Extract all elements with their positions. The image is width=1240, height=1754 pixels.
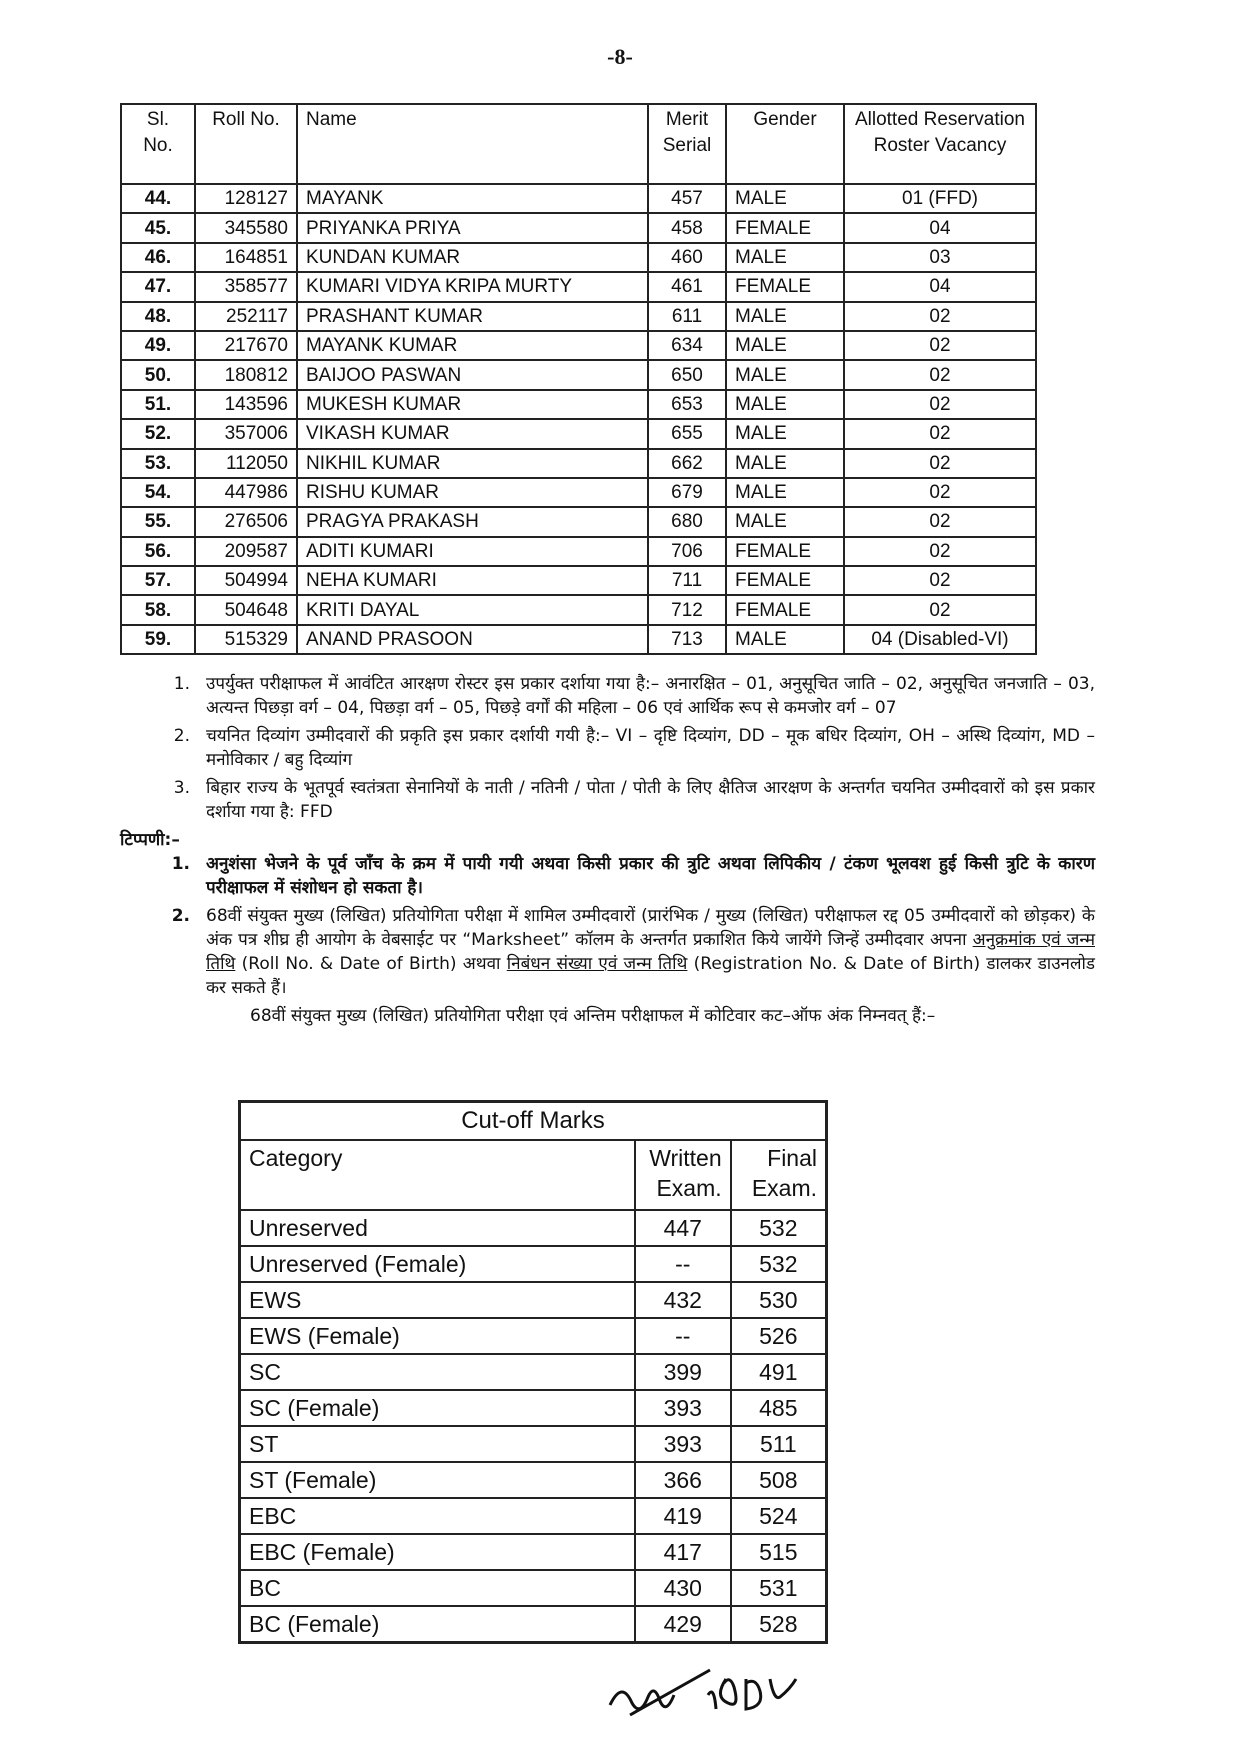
table-row bbox=[121, 478, 1036, 507]
note-text: चयनित दिव्यांग उम्मीदवारों की प्रकृति इस प्रकार दर्शायी गयी है:– VI – दृष्टि दिव्यांग, DD – मूक बधिर दिव्यांग, OH – अस्थि दिव्यांग, MD – मनोविकार / बहु दिव्यांग bbox=[206, 726, 1095, 770]
cell-gender: FEMALE bbox=[726, 213, 844, 242]
cutoff-cell-final: 528 bbox=[731, 1606, 827, 1643]
cutoff-cell-written: -- bbox=[635, 1318, 731, 1354]
cell-name: MUKESH KUMAR bbox=[297, 390, 648, 419]
cell-merit: 713 bbox=[648, 625, 726, 654]
cell-gender: MALE bbox=[726, 243, 844, 272]
cell-gender: FEMALE bbox=[726, 566, 844, 595]
cell-merit: 655 bbox=[648, 419, 726, 448]
cutoff-cell-final: 511 bbox=[731, 1426, 827, 1462]
note-number: 1. bbox=[173, 674, 190, 694]
header-merit: Merit Serial bbox=[648, 104, 726, 184]
remark-text: अनुशंसा भेजने के पूर्व जाँच के क्रम में पायी गयी अथवा किसी प्रकार की त्रुटि अथवा लिपिकीय / टंकण भूलवश हुई किसी त्रुटि के कारण परीक्षाफल में संशोधन हो सकता है। bbox=[206, 854, 1095, 898]
cell-name: ADITI KUMARI bbox=[297, 537, 648, 566]
roll-dob-underlined: अनुक्रमांक एवं जन्म तिथि bbox=[206, 930, 1095, 974]
remarks-heading: टिप्पणी:– bbox=[120, 830, 180, 850]
cell-roll: 358577 bbox=[195, 272, 297, 301]
table-row bbox=[121, 625, 1036, 654]
cutoff-row bbox=[240, 1318, 827, 1354]
cutoff-cell-final: 531 bbox=[731, 1570, 827, 1606]
cutoff-header-category: Category bbox=[240, 1140, 635, 1210]
cutoff-cell-category: SC (Female) bbox=[240, 1390, 635, 1426]
cell-roll: 180812 bbox=[195, 360, 297, 389]
cell-roster: 04 bbox=[844, 213, 1036, 242]
cutoff-cell-final: 532 bbox=[731, 1210, 827, 1246]
table-row bbox=[121, 595, 1036, 624]
cell-merit: 650 bbox=[648, 360, 726, 389]
cell-roster: 02 bbox=[844, 302, 1036, 331]
remark-2 bbox=[120, 904, 1095, 1000]
cutoff-cell-category: BC bbox=[240, 1570, 635, 1606]
cell-sl: 54. bbox=[121, 478, 195, 507]
cell-roster: 04 bbox=[844, 272, 1036, 301]
cutoff-cell-final: 508 bbox=[731, 1462, 827, 1498]
cell-name: PRIYANKA PRIYA bbox=[297, 213, 648, 242]
cell-roll: 143596 bbox=[195, 390, 297, 419]
cutoff-cell-final: 524 bbox=[731, 1498, 827, 1534]
remark-text bbox=[206, 904, 1095, 1000]
cell-merit: 712 bbox=[648, 595, 726, 624]
cell-merit: 653 bbox=[648, 390, 726, 419]
cell-gender: MALE bbox=[726, 302, 844, 331]
cell-roll: 217670 bbox=[195, 331, 297, 360]
cutoff-cell-written: 399 bbox=[635, 1354, 731, 1390]
cell-sl: 44. bbox=[121, 184, 195, 213]
cutoff-cell-final: 530 bbox=[731, 1282, 827, 1318]
cell-gender: MALE bbox=[726, 449, 844, 478]
remark-2-part-c: (Registration No. & Date of Birth) डालकर डाउनलोड कर सकते हैं। bbox=[206, 954, 1095, 998]
registration-dob-underlined: निबंधन संख्या एवं जन्म तिथि bbox=[506, 954, 688, 974]
remark-1 bbox=[120, 852, 1095, 900]
note-text: उपर्युक्त परीक्षाफल में आवंटित आरक्षण रोस्टर इस प्रकार दर्शाया गया है:– अनारक्षित – 01, अनुसूचित जाति – 02, अनुसूचित जनजाति – 03, अत्यन्त पिछड़ा वर्ग – 04, पिछड़ा वर्ग – 05, पिछड़े वर्गों की महिला – 06 एवं आर्थिक रूप से कमजोर वर्ग – 07 bbox=[206, 674, 1095, 718]
cell-gender: MALE bbox=[726, 625, 844, 654]
cell-roster: 02 bbox=[844, 360, 1036, 389]
cutoff-cell-final: 526 bbox=[731, 1318, 827, 1354]
cell-merit: 461 bbox=[648, 272, 726, 301]
result-table bbox=[120, 103, 1037, 655]
cutoff-row bbox=[240, 1246, 827, 1282]
cutoff-intro-paragraph: 68वीं संयुक्त मुख्य (लिखित) प्रतियोगिता परीक्षा एवं अन्तिम परीक्षाफल में कोटिवार कट–ऑफ अंक निम्नवत् हैं:– bbox=[250, 1006, 936, 1026]
note-3 bbox=[120, 776, 1095, 824]
cutoff-cell-category: SC bbox=[240, 1354, 635, 1390]
table-row bbox=[121, 537, 1036, 566]
cutoff-cell-final: 515 bbox=[731, 1534, 827, 1570]
cutoff-cell-written: -- bbox=[635, 1246, 731, 1282]
cutoff-header-written: Written Exam. bbox=[635, 1140, 731, 1210]
cell-roll: 357006 bbox=[195, 419, 297, 448]
cutoff-table bbox=[238, 1100, 828, 1644]
cell-sl: 59. bbox=[121, 625, 195, 654]
page-number: -8- bbox=[607, 44, 633, 69]
cell-sl: 52. bbox=[121, 419, 195, 448]
table-row bbox=[121, 449, 1036, 478]
cell-sl: 49. bbox=[121, 331, 195, 360]
table-row bbox=[121, 184, 1036, 213]
cell-roster: 02 bbox=[844, 449, 1036, 478]
cell-roster: 02 bbox=[844, 331, 1036, 360]
cell-gender: MALE bbox=[726, 419, 844, 448]
cell-roster: 01 (FFD) bbox=[844, 184, 1036, 213]
note-number: 2. bbox=[173, 726, 190, 746]
note-number: 3. bbox=[173, 778, 190, 798]
header-name: Name bbox=[297, 104, 648, 184]
cell-roster: 02 bbox=[844, 537, 1036, 566]
cell-roll: 447986 bbox=[195, 478, 297, 507]
table-row bbox=[121, 390, 1036, 419]
cutoff-row bbox=[240, 1534, 827, 1570]
cell-gender: MALE bbox=[726, 478, 844, 507]
cell-sl: 58. bbox=[121, 595, 195, 624]
cell-merit: 457 bbox=[648, 184, 726, 213]
header-roll: Roll No. bbox=[195, 104, 297, 184]
cell-roster: 04 (Disabled-VI) bbox=[844, 625, 1036, 654]
cell-gender: FEMALE bbox=[726, 272, 844, 301]
cell-roll: 504994 bbox=[195, 566, 297, 595]
table-row bbox=[121, 213, 1036, 242]
cell-roster: 02 bbox=[844, 566, 1036, 595]
cutoff-cell-written: 419 bbox=[635, 1498, 731, 1534]
cell-sl: 57. bbox=[121, 566, 195, 595]
cell-gender: MALE bbox=[726, 390, 844, 419]
cutoff-cell-category: EWS (Female) bbox=[240, 1318, 635, 1354]
cell-roll: 128127 bbox=[195, 184, 297, 213]
header-sl: Sl. No. bbox=[121, 104, 195, 184]
cutoff-row bbox=[240, 1606, 827, 1643]
cell-sl: 47. bbox=[121, 272, 195, 301]
cutoff-cell-category: ST bbox=[240, 1426, 635, 1462]
cell-merit: 706 bbox=[648, 537, 726, 566]
table-row bbox=[121, 360, 1036, 389]
cell-roll: 252117 bbox=[195, 302, 297, 331]
cell-merit: 680 bbox=[648, 507, 726, 536]
cell-merit: 711 bbox=[648, 566, 726, 595]
cell-roll: 515329 bbox=[195, 625, 297, 654]
table-row bbox=[121, 507, 1036, 536]
cell-name: PRASHANT KUMAR bbox=[297, 302, 648, 331]
cell-roll: 345580 bbox=[195, 213, 297, 242]
table-row bbox=[121, 566, 1036, 595]
table-row bbox=[121, 331, 1036, 360]
cell-name: KUMARI VIDYA KRIPA MURTY bbox=[297, 272, 648, 301]
cell-roster: 03 bbox=[844, 243, 1036, 272]
cell-sl: 46. bbox=[121, 243, 195, 272]
cell-name: KUNDAN KUMAR bbox=[297, 243, 648, 272]
cutoff-cell-written: 393 bbox=[635, 1390, 731, 1426]
table-row bbox=[121, 419, 1036, 448]
cell-sl: 45. bbox=[121, 213, 195, 242]
table-row bbox=[121, 302, 1036, 331]
cutoff-cell-written: 393 bbox=[635, 1426, 731, 1462]
cell-name: MAYANK bbox=[297, 184, 648, 213]
cutoff-row bbox=[240, 1498, 827, 1534]
cell-name: PRAGYA PRAKASH bbox=[297, 507, 648, 536]
header-roster: Allotted Reservation Roster Vacancy bbox=[844, 104, 1036, 184]
cell-sl: 51. bbox=[121, 390, 195, 419]
cell-name: BAIJOO PASWAN bbox=[297, 360, 648, 389]
cutoff-header-final: Final Exam. bbox=[731, 1140, 827, 1210]
table-header-row bbox=[121, 104, 1036, 184]
table-row bbox=[121, 272, 1036, 301]
cutoff-row bbox=[240, 1462, 827, 1498]
cutoff-cell-category: Unreserved bbox=[240, 1210, 635, 1246]
cutoff-cell-category: Unreserved (Female) bbox=[240, 1246, 635, 1282]
cell-sl: 55. bbox=[121, 507, 195, 536]
cutoff-cell-written: 430 bbox=[635, 1570, 731, 1606]
cell-sl: 56. bbox=[121, 537, 195, 566]
cell-roster: 02 bbox=[844, 478, 1036, 507]
cutoff-cell-written: 366 bbox=[635, 1462, 731, 1498]
remark-number: 1. bbox=[171, 854, 190, 874]
cell-roster: 02 bbox=[844, 507, 1036, 536]
cutoff-cell-category: EWS bbox=[240, 1282, 635, 1318]
note-text: बिहार राज्य के भूतपूर्व स्वतंत्रता सेनानियों के नाती / नतिनी / पोता / पोती के लिए क्षैतिज आरक्षण के अन्तर्गत चयनित उम्मीदवारों को इस प्रकार दर्शाया गया है: FFD bbox=[206, 778, 1095, 822]
cutoff-row bbox=[240, 1570, 827, 1606]
cell-gender: MALE bbox=[726, 507, 844, 536]
cutoff-cell-written: 417 bbox=[635, 1534, 731, 1570]
cutoff-row bbox=[240, 1354, 827, 1390]
cutoff-row bbox=[240, 1390, 827, 1426]
cutoff-cell-final: 532 bbox=[731, 1246, 827, 1282]
cell-roster: 02 bbox=[844, 419, 1036, 448]
cutoff-row bbox=[240, 1426, 827, 1462]
cutoff-cell-category: BC (Female) bbox=[240, 1606, 635, 1643]
cell-roll: 276506 bbox=[195, 507, 297, 536]
cell-name: VIKASH KUMAR bbox=[297, 419, 648, 448]
cutoff-cell-final: 491 bbox=[731, 1354, 827, 1390]
cutoff-title: Cut-off Marks bbox=[240, 1102, 827, 1141]
cutoff-row bbox=[240, 1282, 827, 1318]
cell-name: MAYANK KUMAR bbox=[297, 331, 648, 360]
cell-name: ANAND PRASOON bbox=[297, 625, 648, 654]
cutoff-cell-category: EBC (Female) bbox=[240, 1534, 635, 1570]
remark-2-part-b: (Roll No. & Date of Birth) अथवा bbox=[235, 954, 507, 974]
cell-name: RISHU KUMAR bbox=[297, 478, 648, 507]
cell-sl: 53. bbox=[121, 449, 195, 478]
cutoff-cell-category: ST (Female) bbox=[240, 1462, 635, 1498]
cell-gender: FEMALE bbox=[726, 595, 844, 624]
header-gender: Gender bbox=[726, 104, 844, 184]
cutoff-cell-final: 485 bbox=[731, 1390, 827, 1426]
note-2 bbox=[120, 724, 1095, 772]
cell-name: NEHA KUMARI bbox=[297, 566, 648, 595]
cutoff-row bbox=[240, 1210, 827, 1246]
cell-gender: MALE bbox=[726, 184, 844, 213]
cell-gender: MALE bbox=[726, 331, 844, 360]
cutoff-header-row bbox=[240, 1140, 827, 1210]
cell-roll: 504648 bbox=[195, 595, 297, 624]
cell-roll: 164851 bbox=[195, 243, 297, 272]
cell-merit: 679 bbox=[648, 478, 726, 507]
cell-gender: MALE bbox=[726, 360, 844, 389]
cutoff-cell-written: 432 bbox=[635, 1282, 731, 1318]
cell-merit: 458 bbox=[648, 213, 726, 242]
cell-roll: 112050 bbox=[195, 449, 297, 478]
signature bbox=[600, 1655, 820, 1735]
remark-number: 2. bbox=[171, 906, 190, 926]
cell-roster: 02 bbox=[844, 390, 1036, 419]
cell-roster: 02 bbox=[844, 595, 1036, 624]
cell-merit: 611 bbox=[648, 302, 726, 331]
cell-merit: 634 bbox=[648, 331, 726, 360]
cutoff-title-row bbox=[240, 1102, 827, 1141]
note-1 bbox=[120, 672, 1095, 720]
cell-name: KRITI DAYAL bbox=[297, 595, 648, 624]
cell-merit: 460 bbox=[648, 243, 726, 272]
cell-merit: 662 bbox=[648, 449, 726, 478]
cell-name: NIKHIL KUMAR bbox=[297, 449, 648, 478]
cell-gender: FEMALE bbox=[726, 537, 844, 566]
cutoff-cell-written: 429 bbox=[635, 1606, 731, 1643]
cell-sl: 48. bbox=[121, 302, 195, 331]
cell-roll: 209587 bbox=[195, 537, 297, 566]
cutoff-cell-written: 447 bbox=[635, 1210, 731, 1246]
remark-2-part-a: 68वीं संयुक्त मुख्य (लिखित) प्रतियोगिता परीक्षा में शामिल उम्मीदवारों (प्रारंभिक / मुख्य (लिखित) परीक्षाफल रद्द 05 उम्मीदवारों को छोड़कर) के अंक पत्र शीघ्र ही आयोग के वेबसाईट पर “Marksheet” कॉलम के अन्तर्गत प्रकाशित किये जायेंगे जिन्हें उम्मीदवार अपना bbox=[206, 906, 1095, 950]
notes-section bbox=[120, 672, 1095, 1028]
cutoff-cell-category: EBC bbox=[240, 1498, 635, 1534]
table-row bbox=[121, 243, 1036, 272]
cell-sl: 50. bbox=[121, 360, 195, 389]
